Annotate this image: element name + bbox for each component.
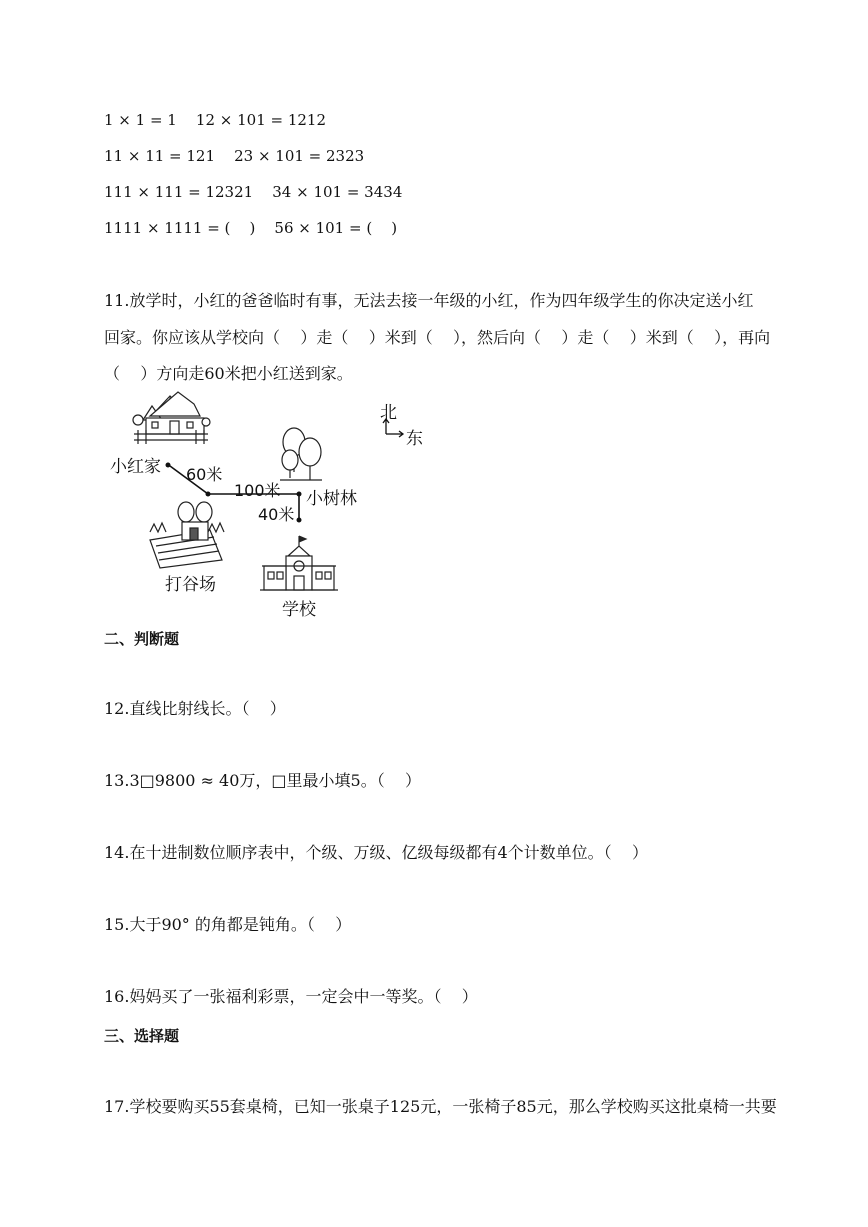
north-label: 北 [380,403,397,423]
pattern-line-3: 111 × 111 = 12321 34 × 101 = 3434 [104,183,403,201]
woods-label: 小树林 [306,489,357,509]
section-2-heading: 二、判断题 [104,630,180,648]
school-icon [260,536,338,590]
pattern-line-1: 1 × 1 = 1 12 × 101 = 1212 [104,111,327,129]
question-12: 12.直线比射线长。（ ） [104,699,286,718]
question-14: 14.在十进制数位顺序表中，个级、万级、亿级每级都有4个计数单位。（ ） [104,843,648,862]
question-13: 13.3□9800 ≈ 40万，□里最小填5。（ ） [104,771,422,790]
field-icon [150,502,224,568]
question-16: 16.妈妈买了一张福利彩票，一定会中一等奖。（ ） [104,987,478,1006]
question-11-line-3: （ ）方向走60米把小红送到家。 [104,364,353,383]
question-15: 15.大于90° 的角都是钝角。（ ） [104,915,352,934]
question-17: 17.学校要购买55套桌椅，已知一张桌子125元，一张椅子85元，那么学校购买这批桌椅一共要 [104,1097,777,1116]
pattern-line-4: 1111 × 1111 = ( ) 56 × 101 = ( ) [104,219,398,237]
question-11-line-1: 11.放学时，小红的爸爸临时有事，无法去接一年级的小红，作为四年级学生的你决定送小红 [104,291,754,310]
distance-100-label: 100米 [234,481,281,500]
school-label: 学校 [282,600,316,620]
field-label: 打谷场 [165,575,216,595]
home-label: 小红家 [110,457,161,477]
east-label: 东 [406,429,423,449]
woods-icon [280,428,322,480]
section-3-heading: 三、选择题 [104,1027,180,1045]
distance-60-label: 60米 [186,465,223,484]
house-icon [133,392,210,444]
pattern-line-2: 11 × 11 = 121 23 × 101 = 2323 [104,147,365,165]
question-11-line-2: 回家。你应该从学校向（ ）走（ ）米到（ ），然后向（ ）走（ ）米到（ ），再向 [104,328,771,347]
distance-40-label: 40米 [258,505,295,524]
